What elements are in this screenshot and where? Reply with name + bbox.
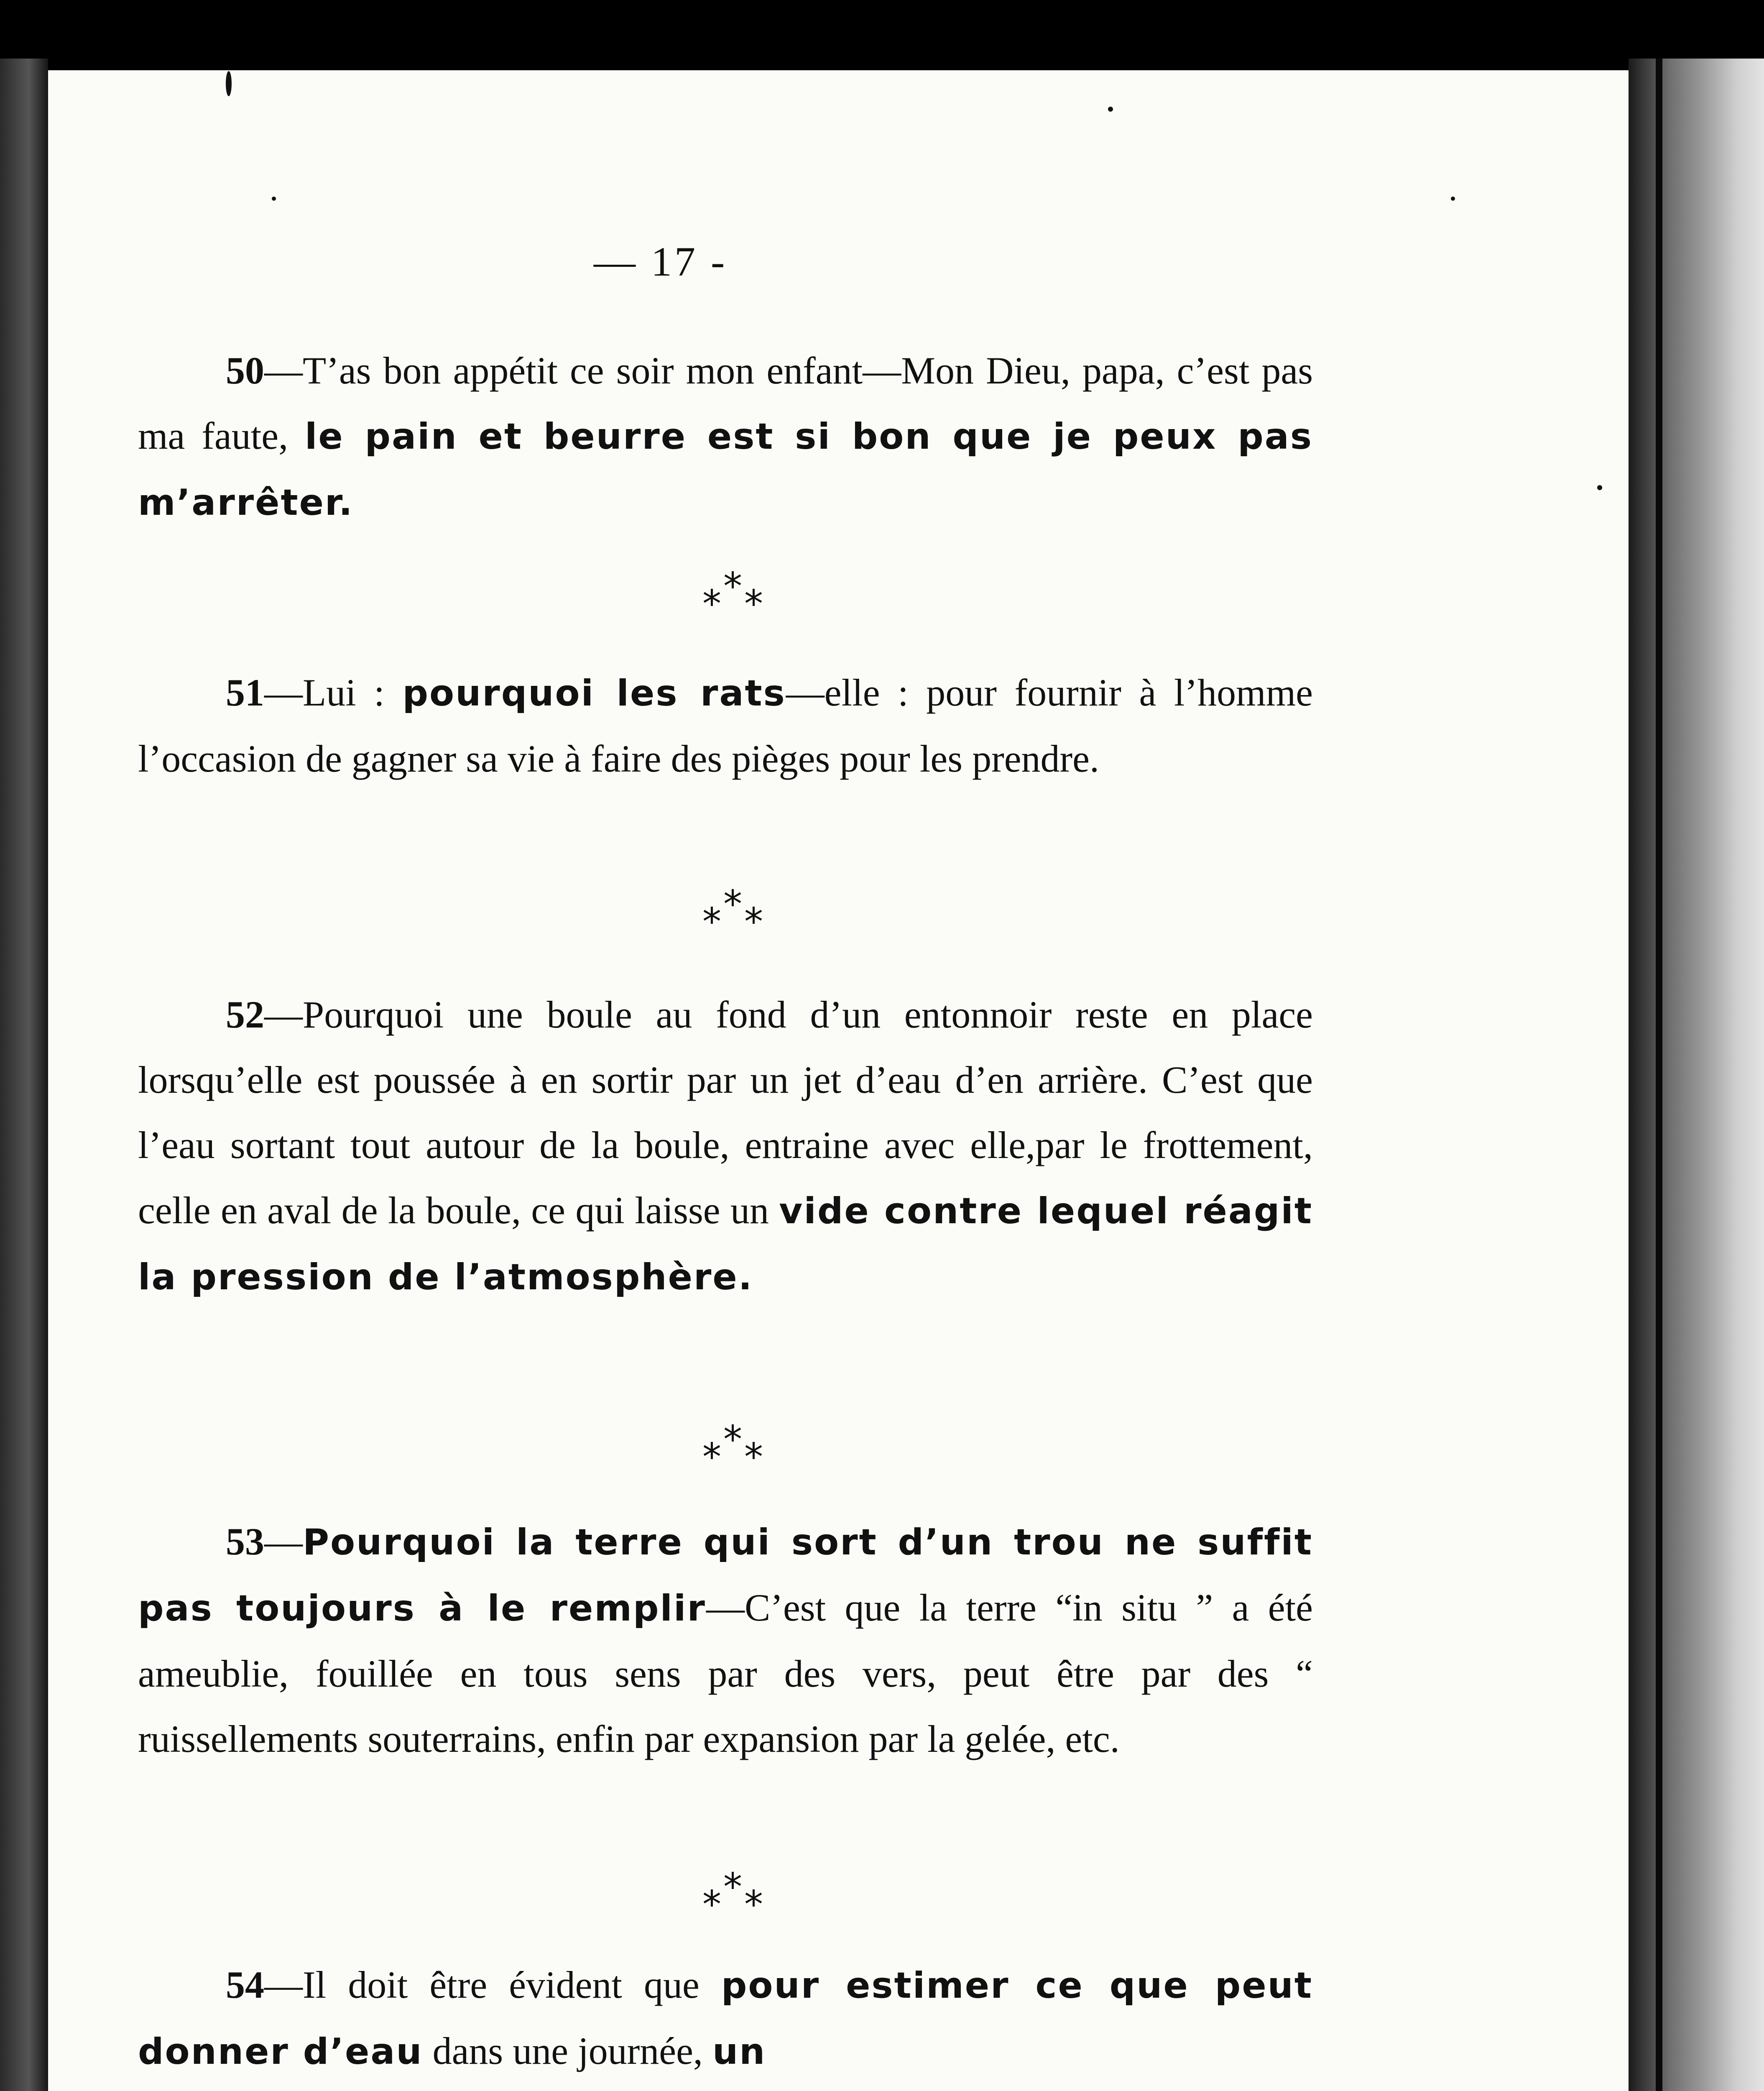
- left-scan-border: [0, 59, 48, 2091]
- separator-star: *: [723, 1418, 742, 1462]
- text-segment: Pourquoi une boule au fond d’un entonnoir reste en place lorsqu’elle est poussée à en sortir par un jet d’eau d’en arrière. C’est que l’eau sortant tout autour de la boule, entraine avec elle,par le frottement, celle en aval de la boule, ce qui laisse un: [138, 993, 1313, 1232]
- bold-text-segment: le pain et beurre est si bon que je peux pas m’arrêter.: [138, 416, 1313, 524]
- entry-50: [138, 338, 1313, 535]
- separator-star: *: [744, 582, 763, 626]
- bold-text-segment: un: [712, 2031, 766, 2073]
- entry-number: 53: [226, 1520, 264, 1563]
- entry-54: [138, 1952, 1313, 2084]
- separator-star: *: [723, 1865, 742, 1909]
- separator-star: *: [702, 1435, 721, 1479]
- separator-star: *: [723, 882, 742, 926]
- separator-star: *: [744, 900, 763, 944]
- separator-star: *: [702, 1883, 721, 1927]
- entry-53: [138, 1509, 1313, 1771]
- binding-edge: [1656, 59, 1662, 2091]
- scan-speck: [272, 197, 276, 201]
- bold-text-segment: Pourquoi la terre qui sort d’un trou ne suffit pas toujours à le remplir: [138, 1521, 1313, 1629]
- separator-star: *: [744, 1883, 763, 1927]
- text-segment: —C’est que la terre “in situ ” a été ameublie, fouillée en tous sens par des vers, peut être par des “ ruissellements souterrains, enfin par expansion par la gelée, etc.: [138, 1586, 1313, 1760]
- entry-52: [138, 982, 1313, 1310]
- scan-speck: [1108, 107, 1113, 112]
- separator-star: *: [744, 1435, 763, 1479]
- entry-dash: —: [264, 1520, 303, 1563]
- entry-dash: —: [264, 1963, 303, 2006]
- entry-number: 52: [226, 993, 264, 1036]
- entry-dash: —: [264, 993, 303, 1036]
- section-separator: [694, 565, 794, 626]
- text-segment: T’as bon appétit ce soir mon enfant—Mon Dieu, papa, c’est pas ma faute,: [138, 349, 1313, 457]
- paper-page: [48, 70, 1629, 2091]
- section-separator: [694, 1418, 794, 1480]
- entry-51: [138, 660, 1313, 791]
- scan-speck: [1597, 485, 1602, 490]
- text-segment: —elle : pour fournir à l’homme l’occasion de gagner sa vie à faire des pièges pour les prendre.: [138, 671, 1313, 780]
- text-segment: dans une journée,: [423, 2030, 712, 2072]
- text-segment: Il doit être évident que: [303, 1963, 721, 2006]
- bold-text-segment: pour estimer ce que peut donner d’eau: [138, 1965, 1313, 2073]
- bold-text-segment: vide contre lequel réagit la pression de l’atmosphère.: [138, 1190, 1313, 1298]
- section-separator: [694, 882, 794, 944]
- page-number: — 17 -: [594, 238, 728, 285]
- entry-dash: —: [264, 349, 303, 392]
- scan-speck: [226, 71, 232, 96]
- right-scan-border: [1629, 59, 1764, 2091]
- section-separator: [694, 1865, 794, 1927]
- entry-number: 51: [226, 671, 264, 714]
- separator-star: *: [702, 582, 721, 626]
- scan-speck: [1451, 197, 1455, 201]
- entry-number: 50: [226, 349, 264, 392]
- separator-star: *: [702, 900, 721, 944]
- entry-dash: —: [264, 671, 303, 714]
- entry-number: 54: [226, 1963, 264, 2006]
- text-segment: Lui :: [303, 671, 403, 714]
- separator-star: *: [723, 565, 742, 608]
- bold-text-segment: pourquoi les rats: [402, 672, 786, 714]
